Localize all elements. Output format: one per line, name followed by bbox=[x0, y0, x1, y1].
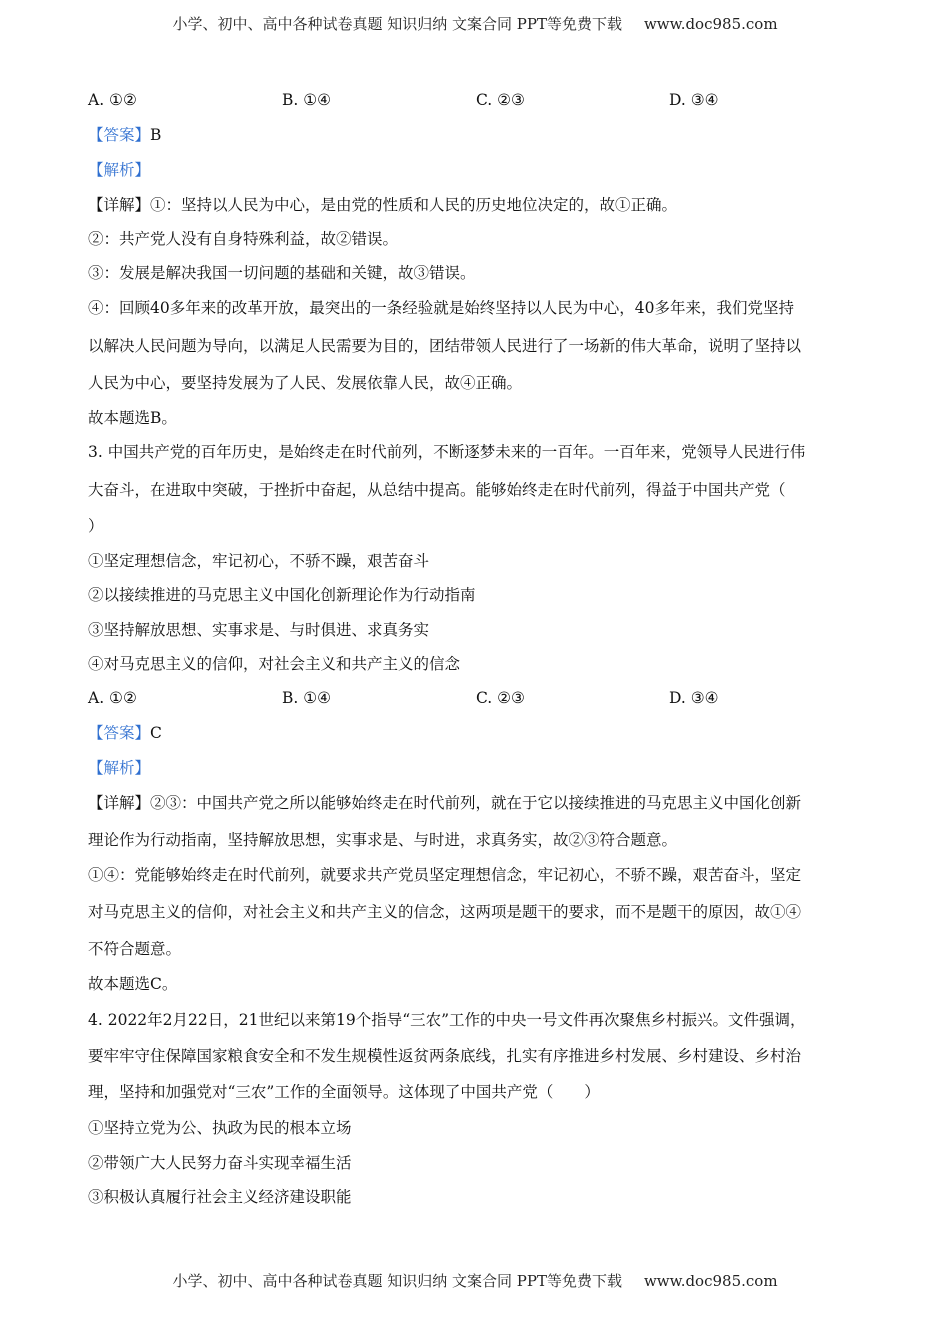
q3-option-d: D. ③④ bbox=[669, 689, 719, 707]
q3-conclusion: 故本题选C。 bbox=[88, 975, 178, 993]
q3-detail-line bbox=[88, 793, 801, 813]
q2-option-d: D. ③④ bbox=[669, 91, 719, 109]
q3-item: ③坚持解放思想、实事求是、与时俱进、求真务实 bbox=[88, 621, 430, 639]
header-text: 小学、初中、高中各种试卷真题 知识归纳 文案合同 PPT等免费下载 bbox=[172, 15, 622, 33]
q2-answer bbox=[88, 125, 161, 145]
q3-analysis-tag: 【解析】 bbox=[88, 759, 151, 777]
footer-url[interactable]: www.doc985.com bbox=[643, 1272, 778, 1290]
page-footer bbox=[0, 1270, 950, 1291]
q3-option-b: B. ①④ bbox=[282, 689, 332, 707]
q3-item: ①坚定理想信念，牢记初心，不骄不躁，艰苦奋斗 bbox=[88, 552, 430, 570]
q2-option-a: A. ①② bbox=[88, 91, 137, 109]
q4-item: ②带领广大人民努力奋斗实现幸福生活 bbox=[88, 1154, 352, 1172]
q3-stem-line: 大奋斗，在进取中突破，于挫折中奋起，从总结中提高。能够始终走在时代前列，得益于中国共产党（ bbox=[88, 481, 786, 499]
q2-detail-line: ③：发展是解决我国一切问题的基础和关键，故③错误。 bbox=[88, 264, 476, 282]
q3-answer bbox=[88, 723, 162, 743]
q3-stem-line: ） bbox=[88, 517, 104, 535]
q2-detail-line: 以解决人民问题为导向，以满足人民需要为目的，团结带领人民进行了一场新的伟大革命，说明了坚持以 bbox=[88, 337, 802, 355]
q3-detail-line: 对马克思主义的信仰，对社会主义和共产主义的信念，这两项是题干的要求，而不是题干的原因，故①④ bbox=[88, 903, 802, 921]
q3-option-a: A. ①② bbox=[88, 689, 137, 707]
header-url[interactable]: www.doc985.com bbox=[643, 15, 778, 33]
page-header bbox=[0, 13, 950, 34]
q4-item: ③积极认真履行社会主义经济建设职能 bbox=[88, 1188, 352, 1206]
footer-text: 小学、初中、高中各种试卷真题 知识归纳 文案合同 PPT等免费下载 bbox=[172, 1272, 622, 1290]
q3-detail-line: 不符合题意。 bbox=[88, 940, 182, 958]
detail-tag: 【详解】 bbox=[88, 196, 151, 214]
answer-tag: 【答案】 bbox=[88, 724, 151, 742]
q2-option-b: B. ①④ bbox=[282, 91, 332, 109]
q4-stem-line: 要牢牢守住保障国家粮食安全和不发生规模性返贫两条底线，扎实有序推进乡村发展、乡村建设、乡村治 bbox=[88, 1047, 802, 1065]
q2-detail-line: ④：回顾40多年来的改革开放，最突出的一条经验就是始终坚持以人民为中心，40多年来，我们党坚持 bbox=[88, 299, 794, 317]
q3-stem-line: 3. 中国共产党的百年历史，是始终走在时代前列，不断逐梦未来的一百年。一百年来，党领导人民进行伟 bbox=[88, 443, 806, 461]
q2-detail-line bbox=[88, 195, 677, 215]
q3-detail-line: ①④：党能够始终走在时代前列，就要求共产党员坚定理想信念，牢记初心，不骄不躁，艰苦奋斗，坚定 bbox=[88, 866, 802, 884]
answer-tag: 【答案】 bbox=[88, 126, 151, 144]
q4-item: ①坚持立党为公、执政为民的根本立场 bbox=[88, 1119, 352, 1137]
q3-item: ②以接续推进的马克思主义中国化创新理论作为行动指南 bbox=[88, 586, 476, 604]
q4-stem-line: 理，坚持和加强党对“三农”工作的全面领导。这体现了中国共产党（ ） bbox=[88, 1083, 600, 1101]
q2-detail-line: 人民为中心，要坚持发展为了人民、发展依靠人民，故④正确。 bbox=[88, 374, 523, 392]
q2-option-c: C. ②③ bbox=[476, 91, 525, 109]
answer-value: B bbox=[150, 126, 162, 144]
q2-analysis-tag: 【解析】 bbox=[88, 161, 151, 179]
detail-tag: 【详解】 bbox=[88, 794, 151, 812]
detail-text: ①：坚持以人民为中心，是由党的性质和人民的历史地位决定的，故①正确。 bbox=[150, 196, 678, 214]
answer-value: C bbox=[150, 724, 162, 742]
q2-detail-line: ②：共产党人没有自身特殊利益，故②错误。 bbox=[88, 230, 399, 248]
q4-stem-line: 4. 2022年2月22日，21世纪以来第19个指导“三农”工作的中央一号文件再次聚焦乡村振兴。文件强调， bbox=[88, 1011, 806, 1029]
q3-item: ④对马克思主义的信仰，对社会主义和共产主义的信念 bbox=[88, 655, 461, 673]
q3-detail-line: 理论作为行动指南，坚持解放思想，实事求是、与时进，求真务实，故②③符合题意。 bbox=[88, 831, 678, 849]
q2-conclusion: 故本题选B。 bbox=[88, 409, 177, 427]
detail-text: ②③：中国共产党之所以能够始终走在时代前列，就在于它以接续推进的马克思主义中国化创新 bbox=[150, 794, 802, 812]
q3-option-c: C. ②③ bbox=[476, 689, 525, 707]
